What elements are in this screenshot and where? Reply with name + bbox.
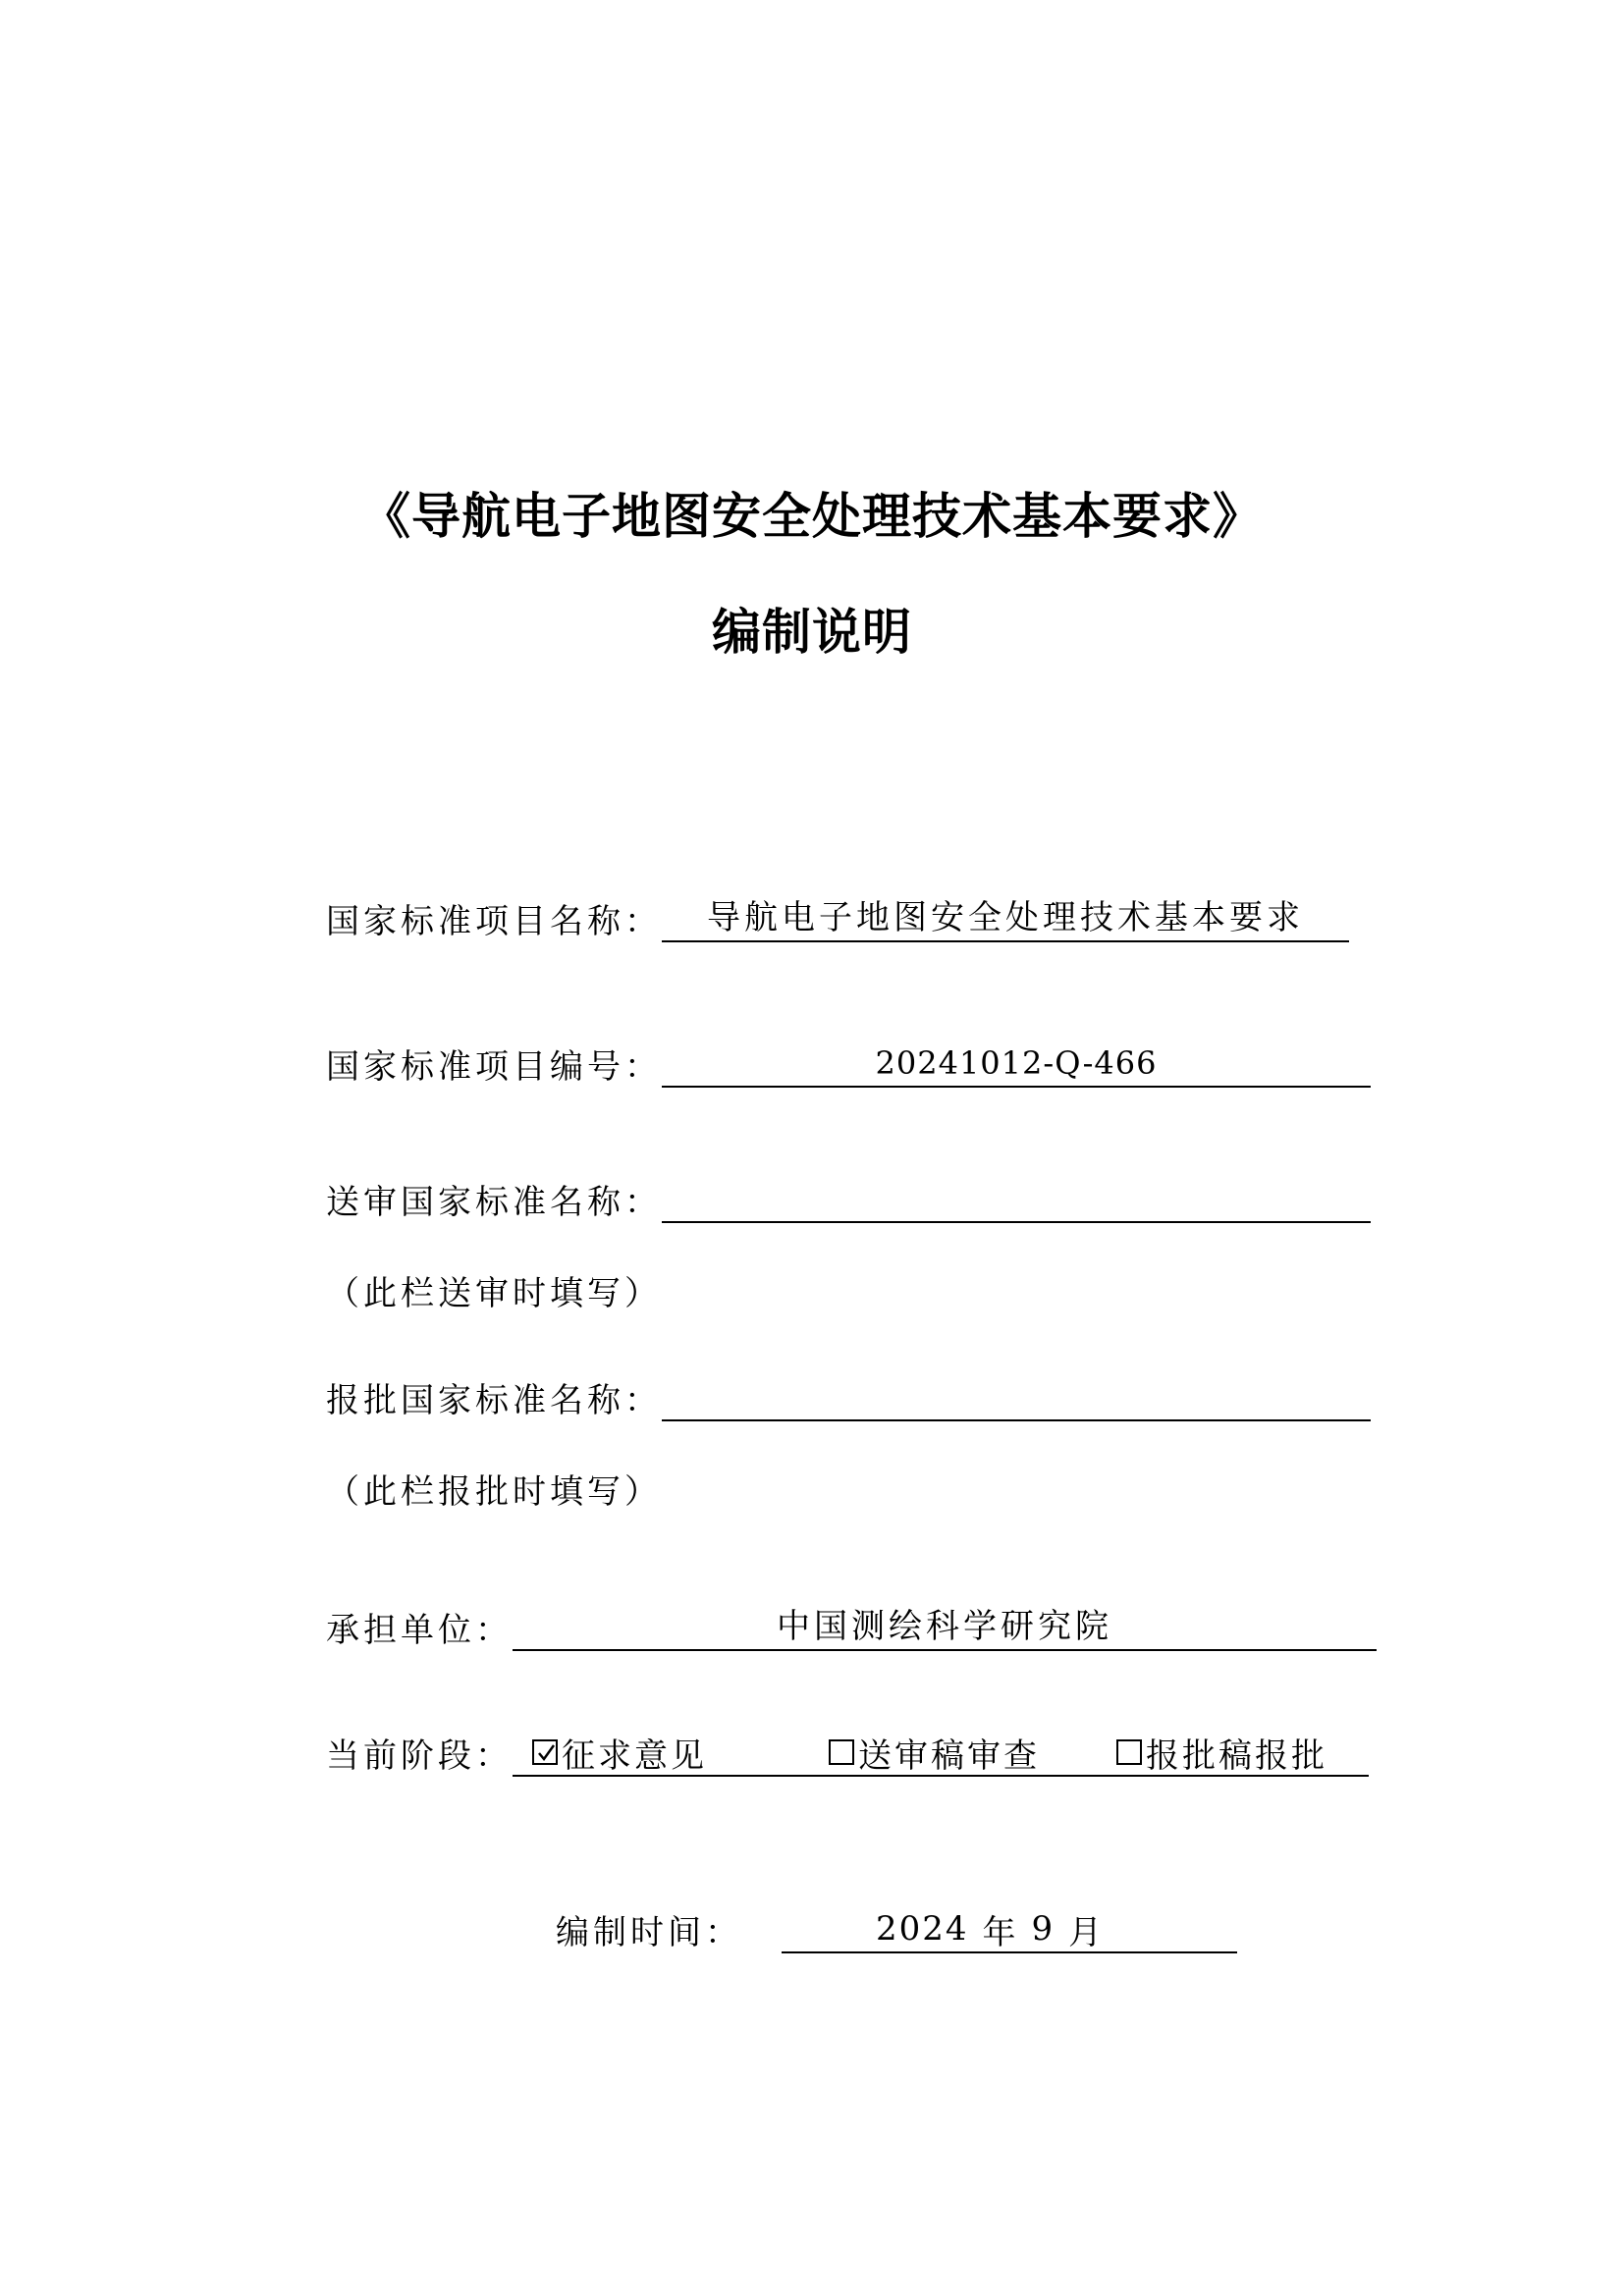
date-label: 编制时间：	[556, 1913, 742, 1952]
checkbox-empty-icon[interactable]	[829, 1739, 854, 1765]
date-year: 2024	[876, 1909, 969, 1949]
approval-name-label: 报批国家标准名称：	[326, 1381, 662, 1420]
stage-field	[513, 1730, 1369, 1777]
project-name-row	[326, 891, 1349, 942]
organization-label: 承担单位：	[326, 1611, 513, 1650]
date-year-unit: 年	[982, 1912, 1018, 1952]
stage-option-review[interactable]	[829, 1729, 1040, 1777]
review-name-field[interactable]	[662, 1176, 1371, 1223]
checkbox-checked-icon[interactable]	[532, 1739, 558, 1765]
review-name-note: （此栏送审时填写）	[326, 1274, 662, 1313]
date-row	[556, 1902, 1237, 1953]
stage-label: 当前阶段：	[326, 1736, 513, 1776]
stage-option-consultation[interactable]	[532, 1729, 707, 1777]
review-name-row	[326, 1172, 1371, 1223]
date-month: 9	[1031, 1909, 1056, 1949]
organization-field[interactable]: 中国测绘科学研究院	[513, 1604, 1377, 1651]
document-subtitle: 编制说明	[712, 604, 912, 661]
organization-row	[326, 1600, 1377, 1651]
review-name-label: 送审国家标准名称：	[326, 1183, 662, 1222]
document-title: 《导航电子地图安全处理技术基本要求》	[361, 488, 1263, 545]
project-number-row	[326, 1037, 1371, 1088]
checkbox-empty-icon[interactable]	[1116, 1739, 1142, 1765]
project-name-field[interactable]: 导航电子地图安全处理技术基本要求	[662, 895, 1349, 942]
stage-option-approval[interactable]	[1116, 1729, 1327, 1777]
project-number-label: 国家标准项目编号：	[326, 1047, 662, 1087]
project-name-label: 国家标准项目名称：	[326, 902, 662, 941]
stage-option-label: 报批稿报批	[1146, 1735, 1327, 1776]
project-number-field[interactable]: 20241012-Q-466	[662, 1041, 1371, 1088]
stage-row	[326, 1726, 1369, 1777]
stage-option-label: 送审稿审查	[858, 1735, 1040, 1776]
stage-option-label: 征求意见	[562, 1735, 707, 1776]
date-field[interactable]	[782, 1906, 1237, 1953]
approval-name-field[interactable]	[662, 1374, 1371, 1421]
approval-name-note: （此栏报批时填写）	[326, 1472, 662, 1512]
date-month-unit: 月	[1068, 1912, 1105, 1952]
approval-name-row	[326, 1370, 1371, 1421]
